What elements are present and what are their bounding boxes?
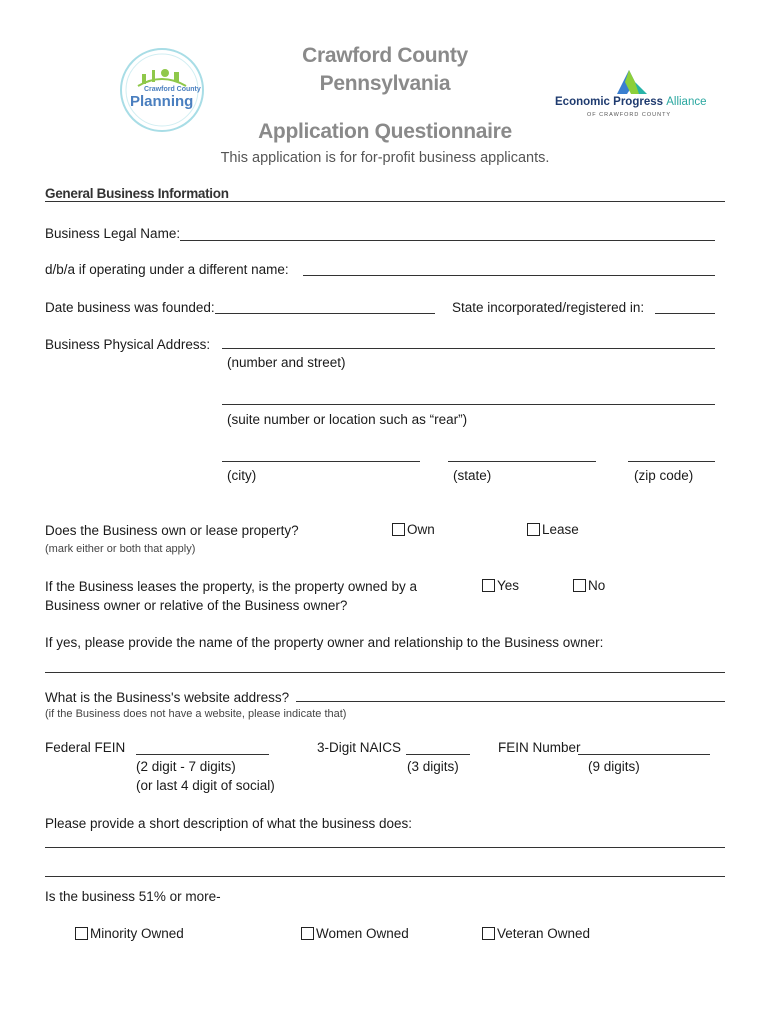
owner-relative-question-line1: If the Business leases the property, is the property owned by a [45,579,417,594]
dba-label: d/b/a if operating under a different name: [45,262,289,277]
date-founded-input[interactable] [215,313,435,314]
yes-label: Yes [497,578,520,593]
description-input-line-2[interactable] [45,876,725,877]
minority-option[interactable] [75,926,184,941]
planning-logo-top-text: Crawford County [144,86,201,93]
owner-name-question: If yes, please provide the name of the property owner and relationship to the Business owner: [45,635,604,650]
naics-input[interactable] [406,754,470,755]
state-incorporated-input[interactable] [655,313,715,314]
address-city-input[interactable] [222,461,420,462]
veteran-label: Veteran Owned [497,926,591,941]
lease-option[interactable] [527,522,579,537]
yes-option[interactable] [482,578,519,593]
legal-name-input[interactable] [180,240,715,241]
own-lease-note: (mark either or both that apply) [45,543,196,555]
own-label: Own [407,522,435,537]
description-question: Please provide a short description of what the business does: [45,816,412,831]
women-label: Women Owned [316,926,409,941]
county-title: Crawford County [302,44,468,67]
fein-hint-1: (2 digit - 7 digits) [136,759,236,774]
physical-address-label: Business Physical Address: [45,337,211,352]
fein-label: Federal FEIN [45,740,126,755]
address-street-input[interactable] [222,348,715,349]
fein-number-input[interactable] [578,754,710,755]
dba-input[interactable] [303,275,715,276]
naics-hint: (3 digits) [407,759,459,774]
no-label: No [588,578,606,593]
address-suite-input[interactable] [222,404,715,405]
epa-logo [555,60,715,120]
website-question: What is the Business's website address? [45,690,290,705]
own-option[interactable] [392,522,435,537]
state-title: Pennsylvania [319,72,451,95]
own-lease-question: Does the Business own or lease property? [45,523,299,538]
address-state-input[interactable] [448,461,596,462]
epa-name-part1: Economic Progress [555,96,667,108]
fein-number-label: FEIN Number [498,740,581,755]
veteran-option[interactable] [482,926,590,941]
minority-checkbox[interactable] [75,927,88,940]
minority-label: Minority Owned [90,926,184,941]
epa-name [555,96,707,108]
date-founded-label: Date business was founded: [45,300,215,315]
fein-input[interactable] [136,754,269,755]
address-suite-hint: (suite number or location such as “rear”) [227,412,468,427]
naics-label: 3-Digit NAICS [317,740,402,755]
address-state-hint: (state) [453,468,492,483]
own-checkbox[interactable] [392,523,405,536]
section-heading-rule [45,201,725,202]
ownership-question: Is the business 51% or more- [45,889,221,904]
address-zip-input[interactable] [628,461,715,462]
epa-mark-icon [613,64,647,94]
owner-relative-question-line2: Business owner or relative of the Business owner? [45,598,348,613]
state-incorporated-label: State incorporated/registered in: [452,300,645,315]
women-option[interactable] [301,926,409,941]
address-street-hint: (number and street) [227,355,346,370]
lease-label: Lease [542,522,579,537]
no-option[interactable] [573,578,605,593]
fein-number-hint: (9 digits) [588,759,640,774]
fein-hint-2: (or last 4 digit of social) [136,778,275,793]
description-input-line-1[interactable] [45,847,725,848]
form-title: Application Questionnaire [258,120,512,143]
website-input[interactable] [296,701,725,702]
address-city-hint: (city) [227,468,257,483]
owner-name-input[interactable] [45,672,725,673]
women-checkbox[interactable] [301,927,314,940]
form-subtitle: This application is for for-profit business applicants. [220,150,550,166]
epa-name-part2: Alliance [666,96,707,108]
no-checkbox[interactable] [573,579,586,592]
veteran-checkbox[interactable] [482,927,495,940]
section-heading: General Business Information [45,186,229,201]
planning-logo-main-text: Planning [130,93,194,110]
legal-name-label: Business Legal Name: [45,226,181,241]
website-note: (if the Business does not have a website, please indicate that) [45,708,347,720]
epa-tagline: OF CRAWFORD COUNTY [587,112,672,118]
lease-checkbox[interactable] [527,523,540,536]
address-zip-hint: (zip code) [634,468,694,483]
yes-checkbox[interactable] [482,579,495,592]
